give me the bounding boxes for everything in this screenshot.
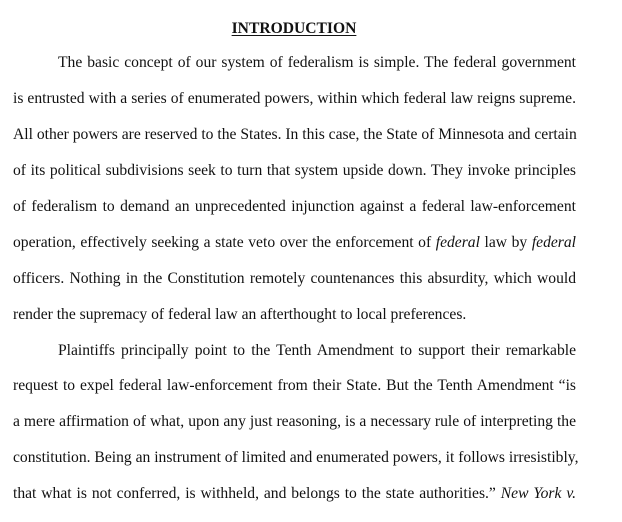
paragraph-1-line-2: is entrusted with a series of enumerated powers, within which federal law reigns supreme. [13,90,576,107]
paragraph-1-line-7: officers. Nothing in the Constitution remotely countenances this absurdity, which would [13,270,576,287]
paragraph-2-line-3: a mere affirmation of what, upon any just reasoning, is a necessary rule of interpreting the [13,413,576,430]
paragraph-2-line-5 [13,484,576,504]
emphasis-text: federal [435,234,480,251]
paragraph-1-line-5: of federalism to demand an unprecedented injunction against a federal law-enforcement [13,198,576,215]
paragraph-1-line-6 [13,233,576,253]
paragraph-2-line-1: Plaintiffs principally point to the Tenth Amendment to support their remarkable [58,342,576,359]
paragraph-1-line-1: The basic concept of our system of federalism is simple. The federal government [58,54,576,71]
case-citation: New York v. [500,485,576,502]
paragraph-1-line-8: render the supremacy of federal law an afterthought to local preferences. [13,306,467,323]
text-run: operation, effectively seeking a state veto over the enforcement of [13,234,436,251]
paragraph-1-line-4: of its political subdivisions seek to turn that system upside down. They invoke principles [13,162,576,179]
text-run: that what is not conferred, is withheld, and belongs to the state authorities.” [13,485,501,502]
paragraph-1-line-3: All other powers are reserved to the States. In this case, the State of Minnesota and certain [13,126,577,143]
section-heading: INTRODUCTION [231,20,357,37]
text-run: law by [479,234,532,251]
emphasis-text: federal [531,234,576,251]
paragraph-2-line-2: request to expel federal law-enforcement from their State. But the Tenth Amendment “is [13,377,576,394]
paragraph-2-line-4: constitution. Being an instrument of limited and enumerated powers, it follows irresistibly, [13,449,579,466]
